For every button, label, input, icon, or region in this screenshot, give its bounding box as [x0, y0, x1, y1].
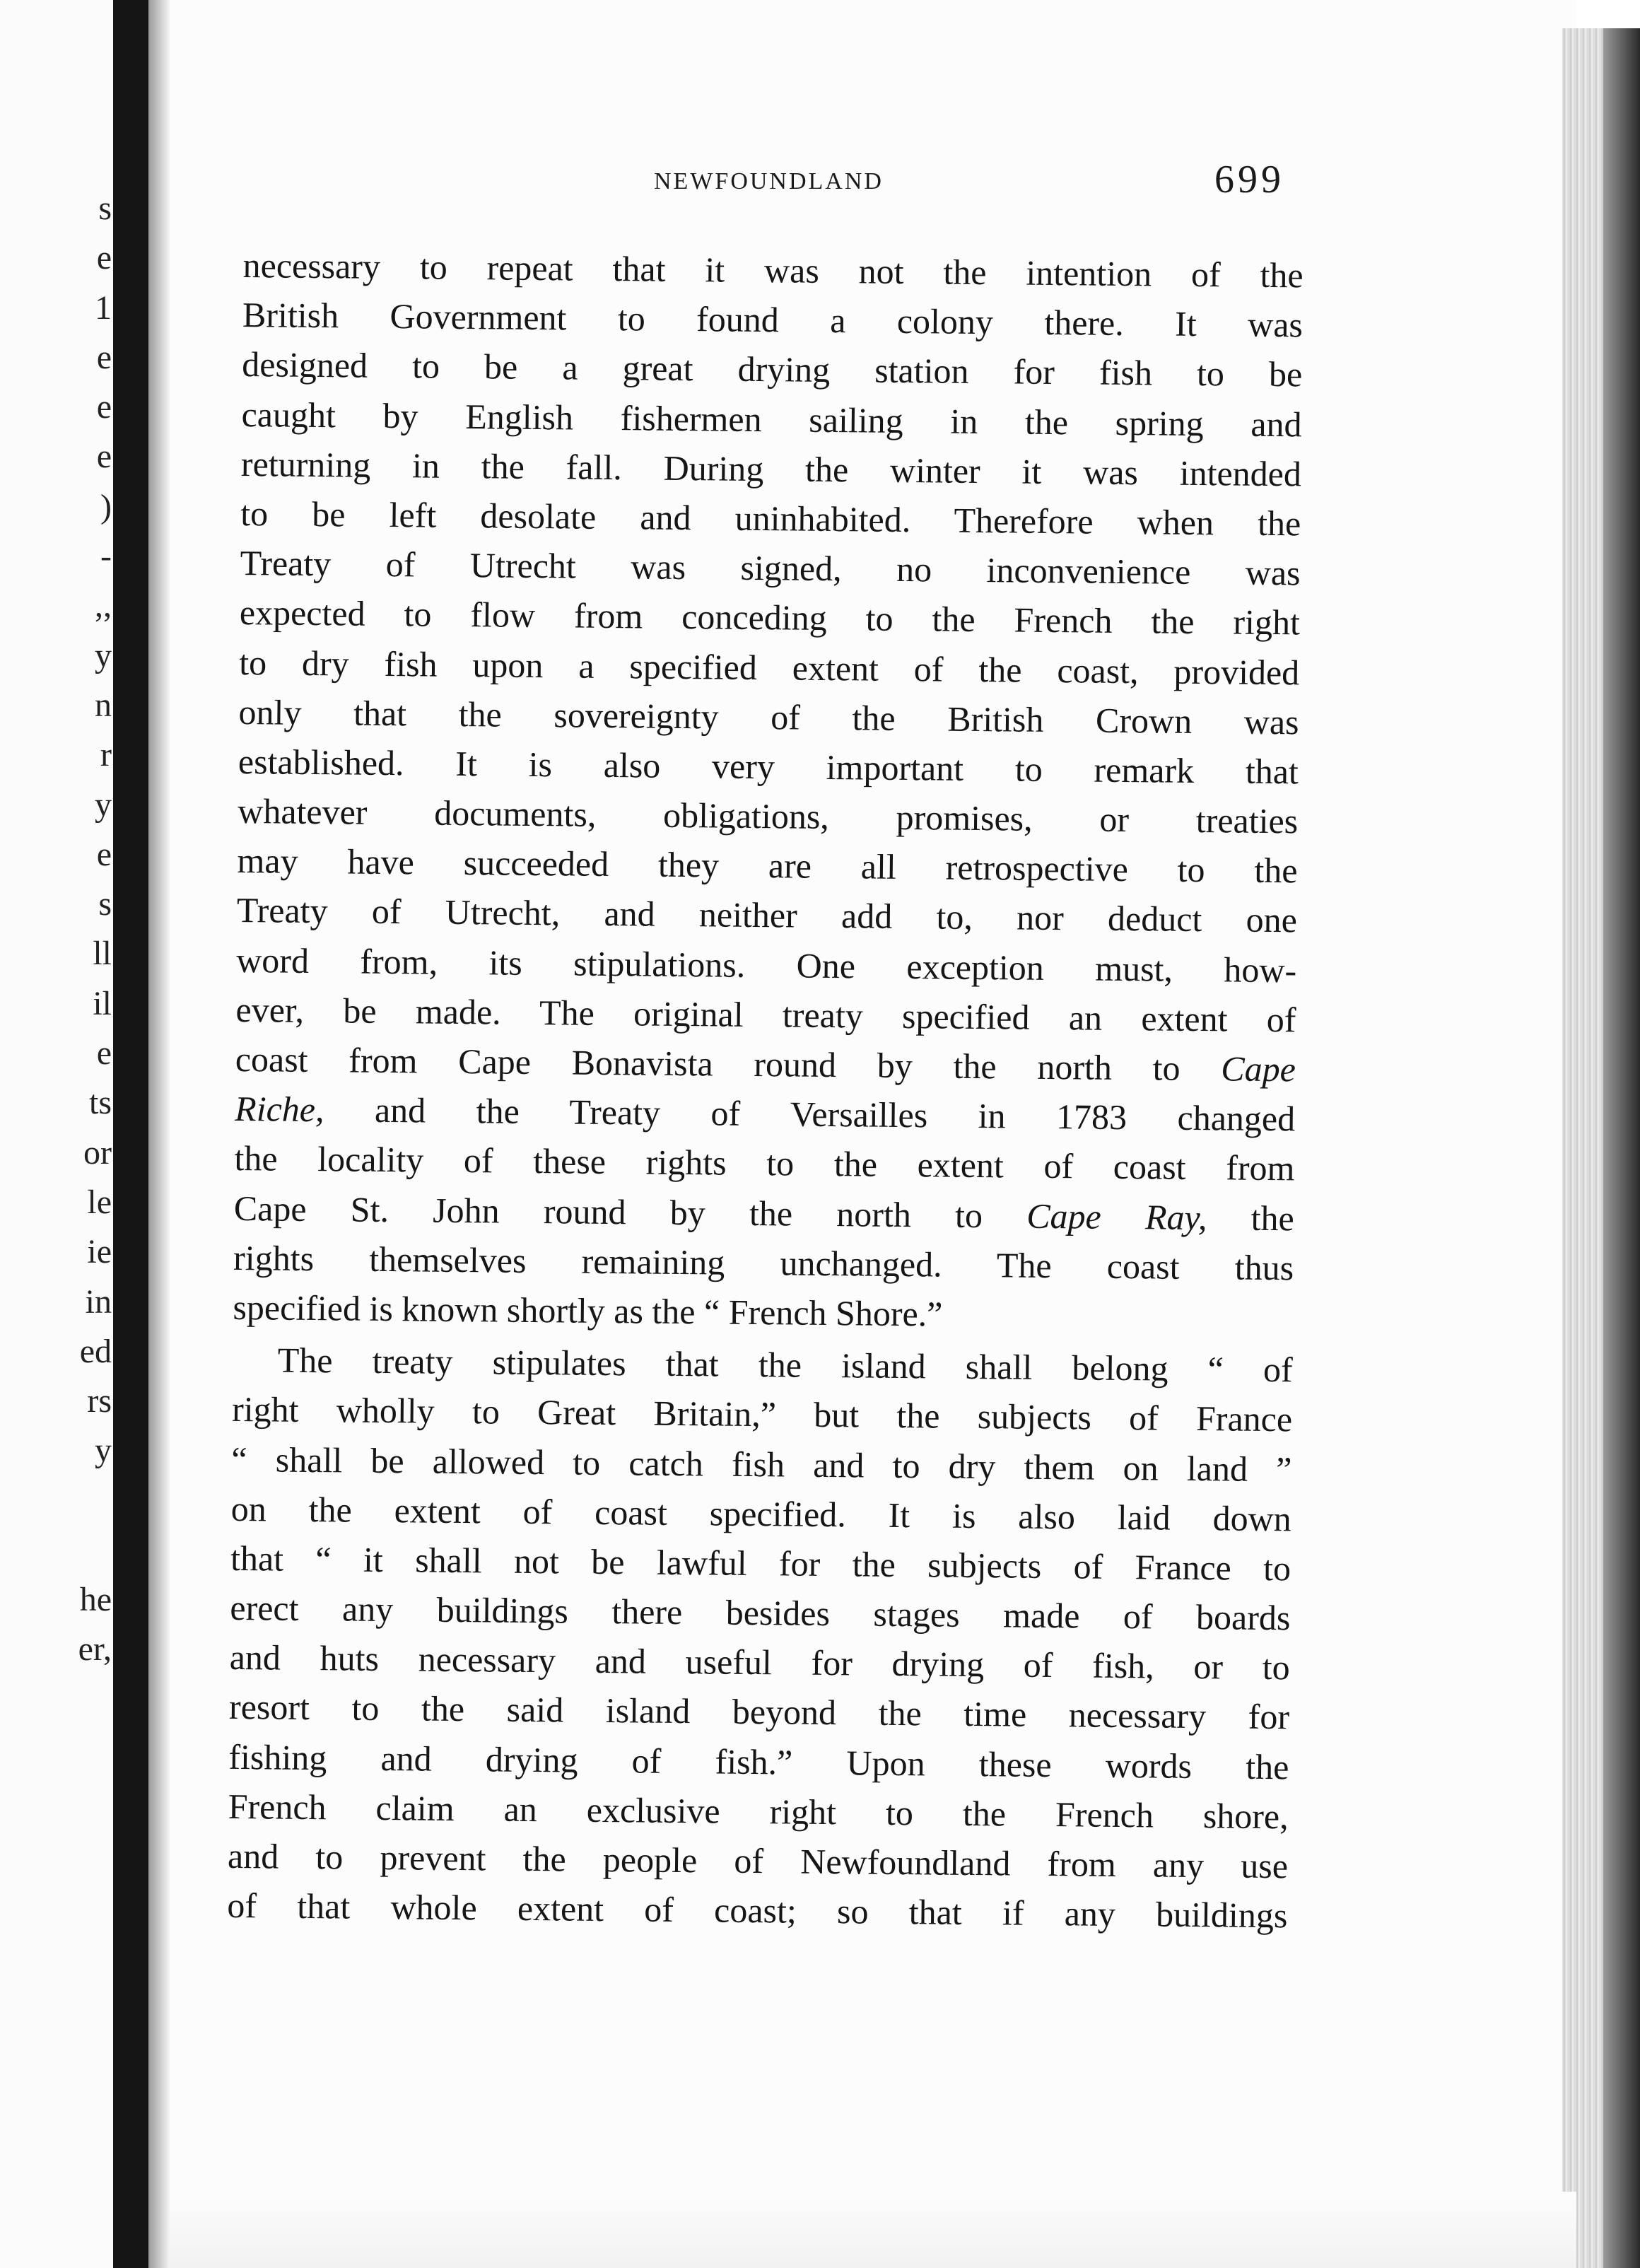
text-line: the locality of these rights to the extent of coast from [234, 1138, 1295, 1188]
text-line: only that the sovereignty of the British Crown was [238, 691, 1299, 742]
italic-place-name: Cape [1221, 1048, 1296, 1089]
page-bottom-margin [170, 2192, 1576, 2268]
text-line: may have succeeded they are all retrospective to the [237, 841, 1298, 891]
text-line: Cape St. John round by the north to Cape Ray, the [233, 1188, 1295, 1238]
paragraph-1 [233, 240, 1304, 1342]
text-line: right wholly to Great Britain,” but the subjects of France [231, 1389, 1293, 1439]
running-head: NEWFOUNDLAND [654, 168, 884, 194]
text-line: The treaty stipulates that the island shall belong “ of [277, 1340, 1294, 1390]
text-line: fishing and drying of fish.” Upon these words the [228, 1736, 1289, 1787]
facing-page-text-fragments: s e 1 e e e ) - ,, y n r y e s ll il e ts or le ie in ed rs y he er, [78, 189, 112, 1668]
book-gutter [113, 0, 148, 2268]
italic-place-name: Riche, [234, 1089, 324, 1130]
page-number: 699 [1214, 158, 1284, 201]
italic-place-name: Cape Ray, [1026, 1196, 1207, 1237]
text-line: returning in the fall. During the winter it was intended [240, 443, 1302, 494]
text-line: ever, be made. The original treaty specified an extent of [235, 989, 1296, 1040]
text-line: Riche, and the Treaty of Versailles in 1783 changed [234, 1089, 1296, 1139]
paragraph-2 [227, 1335, 1293, 1941]
text-line: and huts necessary and useful for drying of fish, or to [229, 1637, 1290, 1688]
text-line: of that whole extent of coast; so that if any buildings [227, 1886, 1288, 1936]
text-line: coast from Cape Bonavista round by the north to Cape [235, 1039, 1296, 1089]
text-line: specified is known shortly as the “ French Shore.” [233, 1287, 943, 1334]
text-line: necessary to repeat that it was not the intention of the [242, 245, 1304, 296]
text-line: and to prevent the people of Newfoundland from any use [227, 1835, 1289, 1886]
text-line: on the extent of coast specified. It is also laid down [230, 1488, 1292, 1539]
facing-page [0, 0, 113, 2268]
text-line: rights themselves remaining unchanged. The coast thus [233, 1237, 1294, 1288]
text-line: established. It is also very important to remark that [238, 741, 1299, 792]
text-line: “ shall be allowed to catch fish and to dry them on land ” [231, 1439, 1292, 1489]
text-line: that “ it shall not be lawful for the subjects of France to [230, 1538, 1292, 1589]
text-line: whatever documents, obligations, promises, or treaties [237, 791, 1299, 841]
text-line: Treaty of Utrecht was signed, no inconvenience was [240, 543, 1301, 593]
body-text [227, 240, 1304, 1941]
text-line: caught by English fishermen sailing in the spring and [241, 394, 1302, 444]
page-stack-shadow [1603, 28, 1640, 2268]
text-line: Treaty of Utrecht, and neither add to, nor deduct one [236, 890, 1298, 940]
text-line: designed to be a great drying station for fish to be [242, 344, 1303, 394]
text-line: resort to the said island beyond the time necessary for [228, 1687, 1290, 1737]
gutter-shadow [148, 0, 170, 2268]
text-line: word from, its stipulations. One exception must, how- [235, 940, 1297, 990]
text-line: to dry fish upon a specified extent of the coast, provided [239, 642, 1300, 692]
text-line: British Government to found a colony there. It was [242, 295, 1304, 345]
text-line: expected to flow from conceding to the French the right [239, 592, 1301, 643]
text-line: erect any buildings there besides stages made of boards [230, 1587, 1291, 1638]
text-line: to be left desolate and uninhabited. Therefore when the [240, 493, 1301, 544]
text-line: French claim an exclusive right to the French shore, [228, 1786, 1289, 1837]
